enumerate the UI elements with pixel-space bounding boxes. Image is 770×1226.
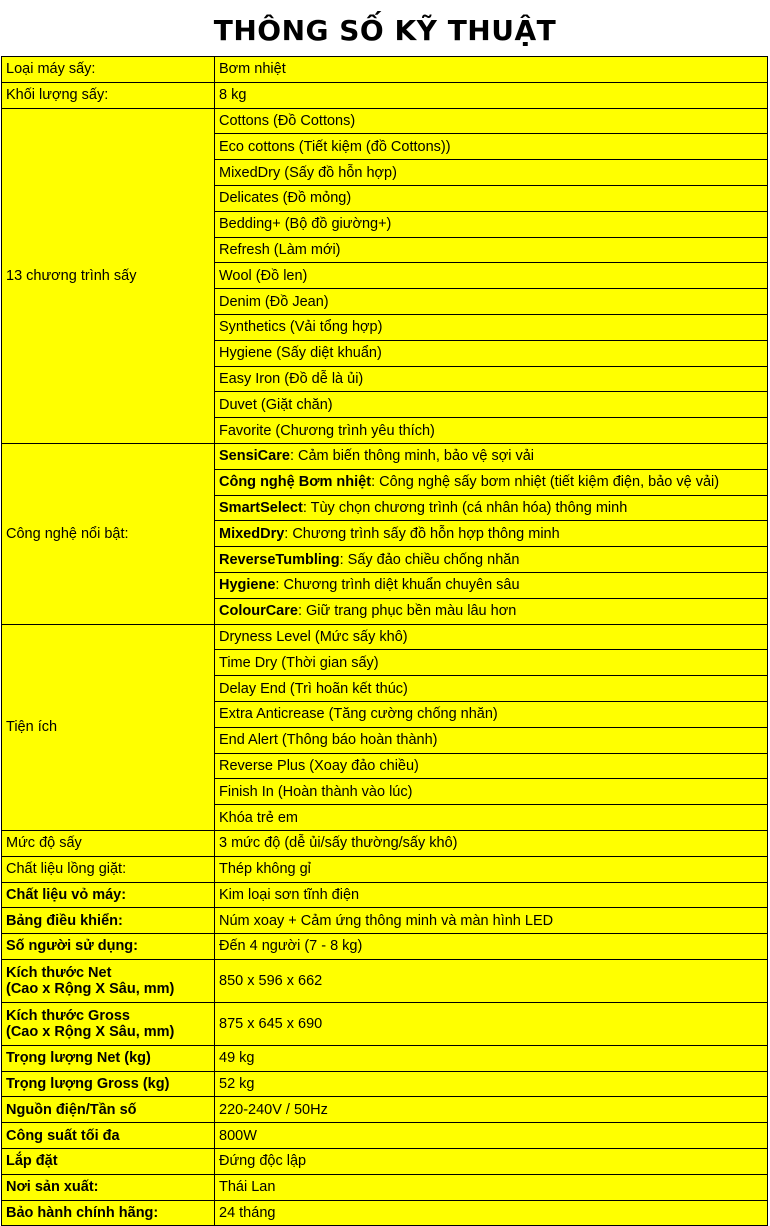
program-item: Synthetics (Vải tổng hợp) [215,314,768,340]
table-row [2,1002,768,1045]
tech-item [215,469,768,495]
spec-value: 49 kg [215,1045,768,1071]
program-item: Eco cottons (Tiết kiệm (đồ Cottons)) [215,134,768,160]
tech-desc: : Tùy chọn chương trình (cá nhân hóa) thông minh [302,499,628,516]
label-line: Kích thước Net [6,964,112,981]
spec-value: Đến 4 người (7 - 8 kg) [215,934,768,960]
spec-label: Khối lượng sấy: [2,82,215,108]
tech-name: Công nghệ Bơm nhiệt [219,474,372,491]
table-row [2,856,768,882]
spec-label: Trọng lượng Net (kg) [2,1045,215,1071]
tech-desc: : Công nghệ sấy bơm nhiệt (tiết kiệm điện, bảo vệ vải) [371,474,720,491]
spec-label: 13 chương trình sấy [2,108,215,443]
page-title: THÔNG SỐ KỸ THUẬT [213,14,557,47]
program-item: Denim (Đồ Jean) [215,289,768,315]
spec-table [1,56,768,1226]
spec-label [2,1002,215,1045]
spec-value: Thái Lan [215,1174,768,1200]
spec-value: Đứng độc lập [215,1149,768,1175]
tech-item [215,495,768,521]
table-row [2,1200,768,1226]
program-item: Duvet (Giặt chăn) [215,392,768,418]
table-row [2,82,768,108]
table-row [2,108,768,134]
tech-name: MixedDry [219,525,285,542]
spec-label: Mức độ sấy [2,830,215,856]
spec-label: Số người sử dụng: [2,934,215,960]
tech-desc: : Giữ trang phục bền màu lâu hơn [297,603,517,620]
program-item: Favorite (Chương trình yêu thích) [215,418,768,444]
spec-value: Núm xoay + Cảm ứng thông minh và màn hình LED [215,908,768,934]
spec-value: 220-240V / 50Hz [215,1097,768,1123]
table-row [2,934,768,960]
program-item: Easy Iron (Đồ dễ là ủi) [215,366,768,392]
table-row [2,830,768,856]
table-row [2,443,768,469]
spec-value: 3 mức độ (dễ ủi/sấy thường/sấy khô) [215,830,768,856]
spec-label: Chất liệu vỏ máy: [2,882,215,908]
tech-item [215,547,768,573]
utility-item: Extra Anticrease (Tăng cường chống nhăn) [215,701,768,727]
utility-item: Delay End (Trì hoãn kết thúc) [215,676,768,702]
utility-item: Dryness Level (Mức sấy khô) [215,624,768,650]
table-row [2,882,768,908]
table-row [2,908,768,934]
tech-item [215,572,768,598]
program-item: Cottons (Đồ Cottons) [215,108,768,134]
spec-label: Nguồn điện/Tần số [2,1097,215,1123]
table-row [2,1045,768,1071]
table-row [2,1149,768,1175]
spec-value: 800W [215,1123,768,1149]
tech-desc: : Chương trình sấy đồ hỗn hợp thông minh [284,525,560,542]
table-row [2,1097,768,1123]
label-line: Kích thước Gross [6,1007,130,1024]
spec-value: 875 x 645 x 690 [215,1002,768,1045]
utility-item: Khóa trẻ em [215,805,768,831]
tech-name: ColourCare [219,603,298,620]
program-item: Refresh (Làm mới) [215,237,768,263]
spec-label: Loại máy sấy: [2,57,215,83]
tech-name: SmartSelect [219,499,303,516]
label-line: (Cao x Rộng X Sâu, mm) [6,1023,175,1040]
spec-label: Bảo hành chính hãng: [2,1200,215,1226]
table-row [2,959,768,1002]
spec-value: 8 kg [215,82,768,108]
spec-label: Bảng điều khiển: [2,908,215,934]
table-row [2,1071,768,1097]
spec-value: Bơm nhiệt [215,57,768,83]
program-item: Delicates (Đồ mỏng) [215,185,768,211]
utility-item: Reverse Plus (Xoay đảo chiều) [215,753,768,779]
spec-label: Nơi sản xuất: [2,1174,215,1200]
spec-label: Trọng lượng Gross (kg) [2,1071,215,1097]
spec-label: Công nghệ nổi bật: [2,443,215,624]
tech-item [215,521,768,547]
spec-value: Thép không gỉ [215,856,768,882]
spec-value: 52 kg [215,1071,768,1097]
spec-label [2,959,215,1002]
tech-desc: : Sấy đảo chiều chống nhăn [339,551,520,568]
tech-name: SensiCare [219,448,290,465]
program-item: Hygiene (Sấy diệt khuẩn) [215,340,768,366]
spec-value: Kim loại sơn tĩnh điện [215,882,768,908]
utility-item: Time Dry (Thời gian sấy) [215,650,768,676]
program-item: MixedDry (Sấy đồ hỗn hợp) [215,160,768,186]
table-row [2,1123,768,1149]
utility-item: Finish In (Hoàn thành vào lúc) [215,779,768,805]
tech-name: Hygiene [219,577,276,594]
spec-label: Chất liệu lồng giặt: [2,856,215,882]
tech-desc: : Cảm biến thông minh, bảo vệ sợi vải [289,448,534,465]
label-line: (Cao x Rộng X Sâu, mm) [6,980,175,997]
utility-item: End Alert (Thông báo hoàn thành) [215,727,768,753]
spec-value: 850 x 596 x 662 [215,959,768,1002]
table-row [2,624,768,650]
spec-label: Tiện ích [2,624,215,830]
program-item: Bedding+ (Bộ đồ giường+) [215,211,768,237]
program-item: Wool (Đồ len) [215,263,768,289]
tech-desc: : Chương trình diệt khuẩn chuyên sâu [275,577,520,594]
spec-label: Lắp đặt [2,1149,215,1175]
tech-name: ReverseTumbling [219,551,340,568]
spec-label: Công suất tối đa [2,1123,215,1149]
spec-value: 24 tháng [215,1200,768,1226]
table-row [2,1174,768,1200]
tech-item [215,598,768,624]
table-row [2,57,768,83]
tech-item [215,443,768,469]
